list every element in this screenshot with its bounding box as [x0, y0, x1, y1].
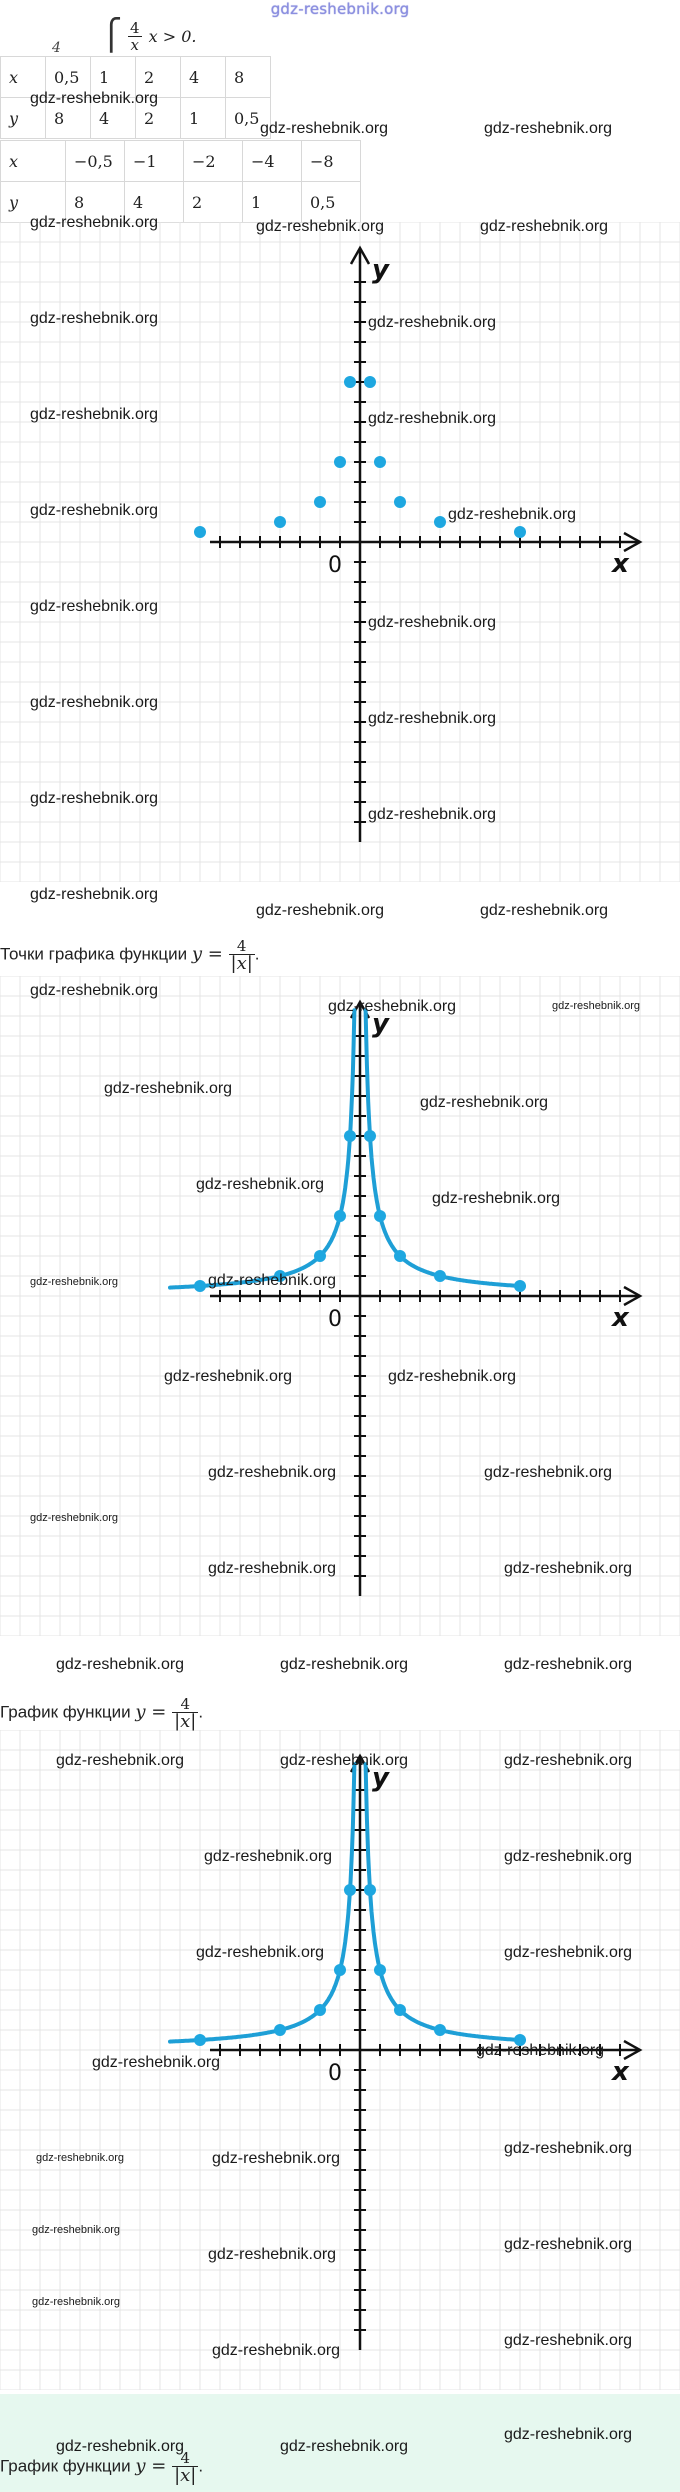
data-point	[364, 376, 376, 388]
caption-math-lhs: y =	[191, 943, 229, 965]
grid	[0, 976, 680, 1636]
watermark: gdz-reshebnik.org	[368, 410, 497, 427]
data-point	[364, 1130, 376, 1142]
watermark: gdz-reshebnik.org	[368, 806, 497, 823]
watermark: gdz-reshebnik.org	[504, 2236, 633, 2253]
watermark: gdz-reshebnik.org	[432, 1190, 561, 1207]
graph-svg	[0, 976, 680, 1636]
watermark: gdz-reshebnik.org	[480, 902, 609, 919]
watermark: gdz-reshebnik.org	[212, 2150, 341, 2167]
data-point	[514, 1280, 526, 1292]
table-cell: 2	[184, 182, 243, 223]
watermark: gdz-reshebnik.org	[208, 2246, 337, 2263]
table-row-label: y	[1, 98, 46, 139]
watermark: gdz-reshebnik.org	[30, 1276, 119, 1288]
data-point	[374, 1210, 386, 1222]
watermark: gdz-reshebnik.org	[30, 90, 159, 107]
formula-case	[128, 20, 197, 54]
values-table-negative	[0, 140, 361, 223]
table-cell: 1	[181, 98, 226, 139]
data-point	[434, 2024, 446, 2036]
watermark: gdz-reshebnik.org	[256, 218, 385, 235]
x-axis-label: x	[612, 2057, 629, 2087]
watermark: gdz-reshebnik.org	[212, 2342, 341, 2359]
watermark: gdz-reshebnik.org	[280, 1752, 409, 1769]
watermark: gdz-reshebnik.org	[504, 2332, 633, 2349]
y-axis-label: y	[372, 255, 389, 285]
watermark: gdz-reshebnik.org	[56, 1752, 185, 1769]
curve-left-branch	[170, 1010, 354, 1287]
data-point	[274, 2024, 286, 2036]
watermark: gdz-reshebnik.org	[30, 982, 159, 999]
table-cell: 1	[91, 57, 136, 98]
table-cell: 2	[136, 98, 181, 139]
function-graph	[0, 976, 680, 1636]
table-row-label: x	[1, 141, 66, 182]
watermark: gdz-reshebnik.org	[388, 1368, 517, 1385]
watermark: gdz-reshebnik.org	[104, 1080, 233, 1097]
watermark: gdz-reshebnik.org	[260, 120, 389, 137]
formula-lead: 4	[52, 40, 61, 56]
watermark: gdz-reshebnik.org	[420, 1094, 549, 1111]
caption-num: 4	[172, 2450, 198, 2467]
watermark: gdz-reshebnik.org	[208, 1560, 337, 1577]
data-point	[364, 1884, 376, 1896]
watermark: gdz-reshebnik.org	[484, 120, 613, 137]
data-point	[344, 1130, 356, 1142]
watermark: gdz-reshebnik.org	[280, 2438, 409, 2455]
site-title[interactable]: gdz-reshebnik.org	[270, 0, 410, 18]
table-cell: 8	[66, 182, 125, 223]
watermark: gdz-reshebnik.org	[32, 2224, 121, 2236]
table-cell: −4	[243, 141, 302, 182]
formula-den: x	[130, 36, 139, 54]
watermark: gdz-reshebnik.org	[504, 1560, 633, 1577]
table-cell: 0,5	[302, 182, 361, 223]
watermark: gdz-reshebnik.org	[30, 310, 159, 327]
watermark: gdz-reshebnik.org	[36, 2152, 125, 2164]
data-point	[194, 526, 206, 538]
watermark: gdz-reshebnik.org	[196, 1176, 325, 1193]
data-point	[314, 1250, 326, 1262]
watermark: gdz-reshebnik.org	[208, 1464, 337, 1481]
data-point	[394, 2004, 406, 2016]
table-cell: 1	[243, 182, 302, 223]
watermark: gdz-reshebnik.org	[164, 1368, 293, 1385]
data-point	[434, 1270, 446, 1282]
caption-den: |x|	[230, 953, 253, 974]
watermark: gdz-reshebnik.org	[552, 1000, 641, 1012]
watermark: gdz-reshebnik.org	[56, 1656, 185, 1673]
data-point	[314, 496, 326, 508]
watermark: gdz-reshebnik.org	[30, 214, 159, 231]
watermark: gdz-reshebnik.org	[196, 1944, 325, 1961]
data-point	[344, 1884, 356, 1896]
caption-text: График функции	[0, 2456, 136, 2476]
watermark: gdz-reshebnik.org	[368, 314, 497, 331]
caption-text: Точки графика функции	[0, 944, 192, 964]
caption-dot: .	[254, 944, 260, 964]
caption-den: |x|	[174, 1711, 197, 1732]
data-point	[334, 456, 346, 468]
curve-left-branch	[170, 1764, 354, 2041]
watermark: gdz-reshebnik.org	[30, 790, 159, 807]
caption-text: График функции	[0, 1702, 136, 1722]
table-cell: 4	[181, 57, 226, 98]
table-row-label: x	[1, 57, 46, 98]
watermark: gdz-reshebnik.org	[30, 598, 159, 615]
watermark: gdz-reshebnik.org	[504, 2140, 633, 2157]
x-axis-label: x	[612, 549, 629, 579]
watermark: gdz-reshebnik.org	[30, 502, 159, 519]
data-point	[344, 376, 356, 388]
table-cell: 8	[226, 57, 271, 98]
watermark: gdz-reshebnik.org	[504, 2426, 633, 2443]
caption-dot: .	[198, 2456, 204, 2476]
data-point	[194, 1280, 206, 1292]
watermark: gdz-reshebnik.org	[504, 1848, 633, 1865]
data-point	[314, 2004, 326, 2016]
watermark: gdz-reshebnik.org	[30, 1512, 119, 1524]
watermark: gdz-reshebnik.org	[30, 886, 159, 903]
formula-num: 4	[130, 19, 140, 37]
table-cell: −0,5	[66, 141, 125, 182]
caption-math-lhs: y =	[135, 1701, 173, 1723]
watermark: gdz-reshebnik.org	[504, 1752, 633, 1769]
watermark: gdz-reshebnik.org	[32, 2296, 121, 2308]
watermark: gdz-reshebnik.org	[92, 2054, 221, 2071]
table-cell: 4	[91, 98, 136, 139]
caption-den: |x|	[174, 2465, 197, 2486]
watermark: gdz-reshebnik.org	[484, 1464, 613, 1481]
watermark: gdz-reshebnik.org	[208, 1272, 337, 1289]
watermark: gdz-reshebnik.org	[56, 2438, 185, 2455]
data-point	[334, 1964, 346, 1976]
watermark: gdz-reshebnik.org	[368, 614, 497, 631]
caption-dot: .	[198, 1702, 204, 1722]
watermark: gdz-reshebnik.org	[256, 902, 385, 919]
data-point	[374, 1964, 386, 1976]
origin-label: 0	[328, 2061, 342, 2086]
data-point	[274, 516, 286, 528]
watermark: gdz-reshebnik.org	[476, 2042, 605, 2059]
watermark: gdz-reshebnik.org	[504, 1656, 633, 1673]
watermark: gdz-reshebnik.org	[328, 998, 457, 1015]
table-cell: 4	[125, 182, 184, 223]
data-point	[434, 516, 446, 528]
y-axis-label: y	[372, 1009, 389, 1039]
watermark: gdz-reshebnik.org	[280, 1656, 409, 1673]
watermark: gdz-reshebnik.org	[30, 406, 159, 423]
y-axis-label: y	[372, 1763, 389, 1793]
data-point	[194, 2034, 206, 2046]
table-cell: 8	[46, 98, 91, 139]
caption-graph-1	[0, 1696, 203, 1730]
watermark: gdz-reshebnik.org	[204, 1848, 333, 1865]
watermark: gdz-reshebnik.org	[30, 694, 159, 711]
data-point	[514, 526, 526, 538]
formula-cond: x > 0.	[148, 26, 197, 46]
table-cell: −2	[184, 141, 243, 182]
watermark: gdz-reshebnik.org	[480, 218, 609, 235]
origin-label: 0	[328, 553, 342, 578]
data-point	[394, 496, 406, 508]
table-cell: 0,5	[226, 98, 271, 139]
caption-points	[0, 938, 260, 972]
table-cell: −1	[125, 141, 184, 182]
data-point	[394, 1250, 406, 1262]
table-row-label: y	[1, 182, 66, 223]
data-point	[374, 456, 386, 468]
watermark: gdz-reshebnik.org	[448, 506, 577, 523]
caption-num: 4	[229, 938, 255, 955]
origin-label: 0	[328, 1307, 342, 1332]
watermark: gdz-reshebnik.org	[368, 710, 497, 727]
table-cell: 2	[136, 57, 181, 98]
watermark: gdz-reshebnik.org	[504, 1944, 633, 1961]
caption-math-lhs: y =	[135, 2455, 173, 2477]
caption-num: 4	[172, 1696, 198, 1713]
table-cell: 0,5	[46, 57, 91, 98]
data-point	[334, 1210, 346, 1222]
formula-brace: ⎧	[100, 18, 123, 53]
x-axis-label: x	[612, 1303, 629, 1333]
table-cell: −8	[302, 141, 361, 182]
